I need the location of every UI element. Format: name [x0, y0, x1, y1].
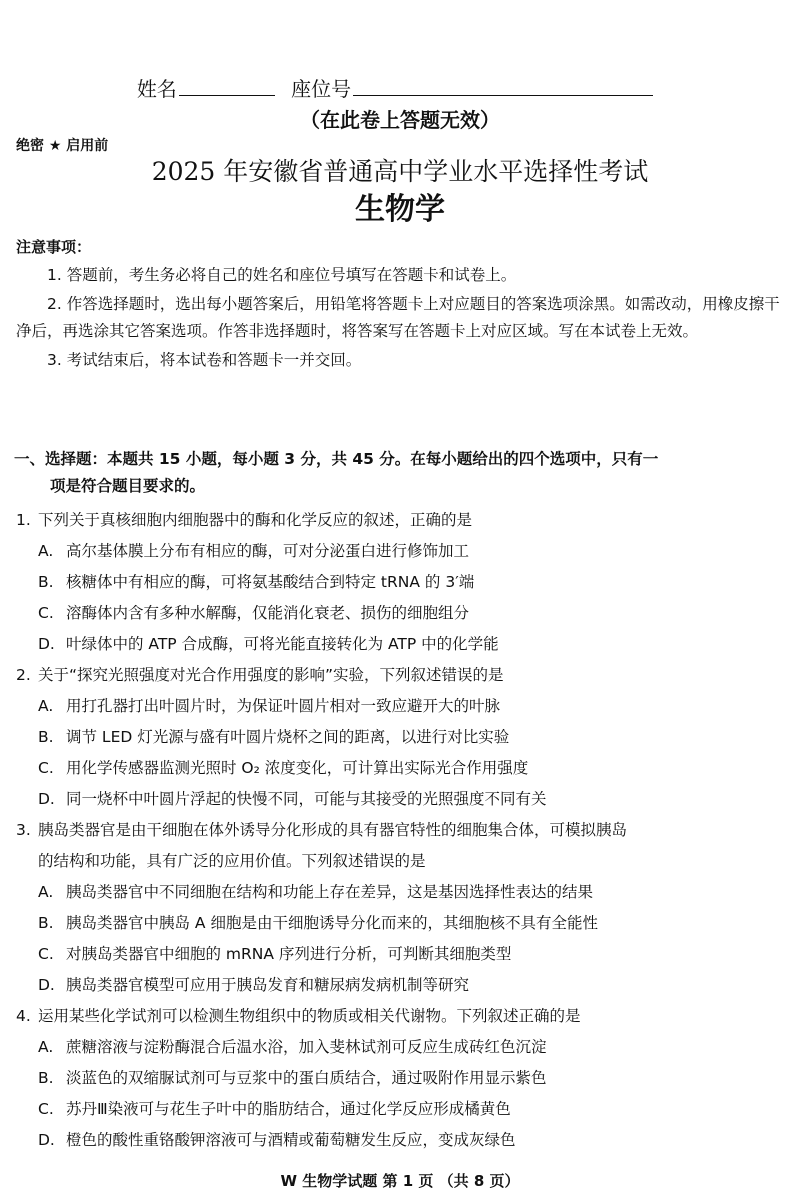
seat-blank — [353, 77, 653, 96]
question-stem — [16, 815, 788, 846]
option-a: A. 胰岛类器官中不同细胞在结构和功能上存在差异，这是基因选择性表达的结果 — [38, 883, 594, 901]
question-2 — [16, 660, 788, 815]
section-line-1: 一、选择题：本题共 15 小题，每小题 3 分，共 45 分。在每小题给出的四个选项中，只有一 — [14, 450, 659, 468]
notice-item-3: 3. 考试结束后，将本试卷和答题卡一并交回。 — [47, 351, 362, 369]
notice-list — [16, 262, 786, 376]
option-a: A. 蔗糖溶液与淀粉酶混合后温水浴，加入斐林试剂可反应生成砖红色沉淀 — [38, 1038, 547, 1056]
option-d: D. 叶绿体中的 ATP 合成酶，可将光能直接转化为 ATP 中的化学能 — [38, 635, 499, 653]
question-text: 胰岛类器官是由干细胞在体外诱导分化形成的具有器官特性的细胞集合体，可模拟胰岛 — [38, 821, 628, 839]
option-b: B. 核糖体中有相应的酶，可将氨基酸结合到特定 tRNA 的 3′端 — [38, 573, 475, 591]
question-text: 关于“探究光照强度对光合作用强度的影响”实验，下列叙述错误的是 — [38, 666, 504, 684]
question-text: 运用某些化学试剂可以检测生物组织中的物质或相关代谢物。下列叙述正确的是 — [38, 1007, 581, 1025]
exam-title: 2025 年安徽省普通高中学业水平选择性考试 — [151, 157, 649, 186]
question-list — [16, 505, 788, 1156]
question-number: 2. — [16, 666, 31, 684]
question-number: 1. — [16, 511, 31, 529]
invalid-notice: （在此卷上答题无效） — [300, 108, 500, 132]
question-stem — [16, 1001, 788, 1032]
option-b: B. 胰岛类器官中胰岛 A 细胞是由干细胞诱导分化而来的，其细胞核不具有全能性 — [38, 914, 598, 932]
seat-label: 座位号 — [291, 77, 352, 101]
notice-heading: 注意事项： — [16, 238, 92, 256]
option-b: B. 淡蓝色的双缩脲试剂可与豆浆中的蛋白质结合，通过吸附作用显示紫色 — [38, 1069, 547, 1087]
question-text-continued: 的结构和功能，具有广泛的应用价值。下列叙述错误的是 — [38, 852, 426, 870]
name-seat-line — [0, 77, 800, 101]
question-3 — [16, 815, 788, 1001]
option-a: A. 高尔基体膜上分布有相应的酶，可对分泌蛋白进行修饰加工 — [38, 542, 470, 560]
question-stem — [16, 660, 788, 691]
question-1 — [16, 505, 788, 660]
question-number: 4. — [16, 1007, 31, 1025]
page-footer: W 生物学试题 第 1 页 （共 8 页） — [280, 1172, 520, 1190]
question-number: 3. — [16, 821, 31, 839]
section-line-2: 项是符合题目要求的。 — [50, 477, 206, 495]
option-a: A. 用打孔器打出叶圆片时，为保证叶圆片相对一致应避开大的叶脉 — [38, 697, 501, 715]
option-d: D. 胰岛类器官模型可应用于胰岛发育和糖尿病发病机制等研究 — [38, 976, 470, 994]
notice-item-1: 1. 答题前，考生务必将自己的姓名和座位号填写在答题卡和试卷上。 — [47, 266, 517, 284]
subject-title: 生物学 — [355, 192, 445, 227]
option-c: C. 对胰岛类器官中细胞的 mRNA 序列进行分析，可判断其细胞类型 — [38, 945, 512, 963]
option-c: C. 用化学传感器监测光照时 O₂ 浓度变化，可计算出实际光合作用强度 — [38, 759, 529, 777]
question-4 — [16, 1001, 788, 1156]
option-d: D. 橙色的酸性重铬酸钾溶液可与酒精或葡萄糖发生反应，变成灰绿色 — [38, 1131, 516, 1149]
option-d: D. 同一烧杯中叶圆片浮起的快慢不同，可能与其接受的光照强度不同有关 — [38, 790, 547, 808]
option-c: C. 苏丹Ⅲ染液可与花生子叶中的脂肪结合，通过化学反应形成橘黄色 — [38, 1100, 511, 1118]
section-heading — [14, 446, 788, 500]
option-b: B. 调节 LED 灯光源与盛有叶圆片烧杯之间的距离，以进行对比实验 — [38, 728, 510, 746]
question-stem — [16, 505, 788, 536]
notice-item-2: 2. 作答选择题时，选出每小题答案后，用铅笔将答题卡上对应题目的答案选项涂黑。如需改动，用橡皮擦干净后，再选涂其它答案选项。作答非选择题时，将答案写在答题卡上对应区域。写在本试卷上无效。 — [16, 295, 780, 340]
question-text: 下列关于真核细胞内细胞器中的酶和化学反应的叙述，正确的是 — [38, 511, 473, 529]
name-blank — [179, 77, 275, 96]
option-c: C. 溶酶体内含有多种水解酶，仅能消化衰老、损伤的细胞组分 — [38, 604, 470, 622]
name-label: 姓名 — [136, 77, 177, 101]
secret-label: 绝密 ★ 启用前 — [16, 138, 109, 154]
